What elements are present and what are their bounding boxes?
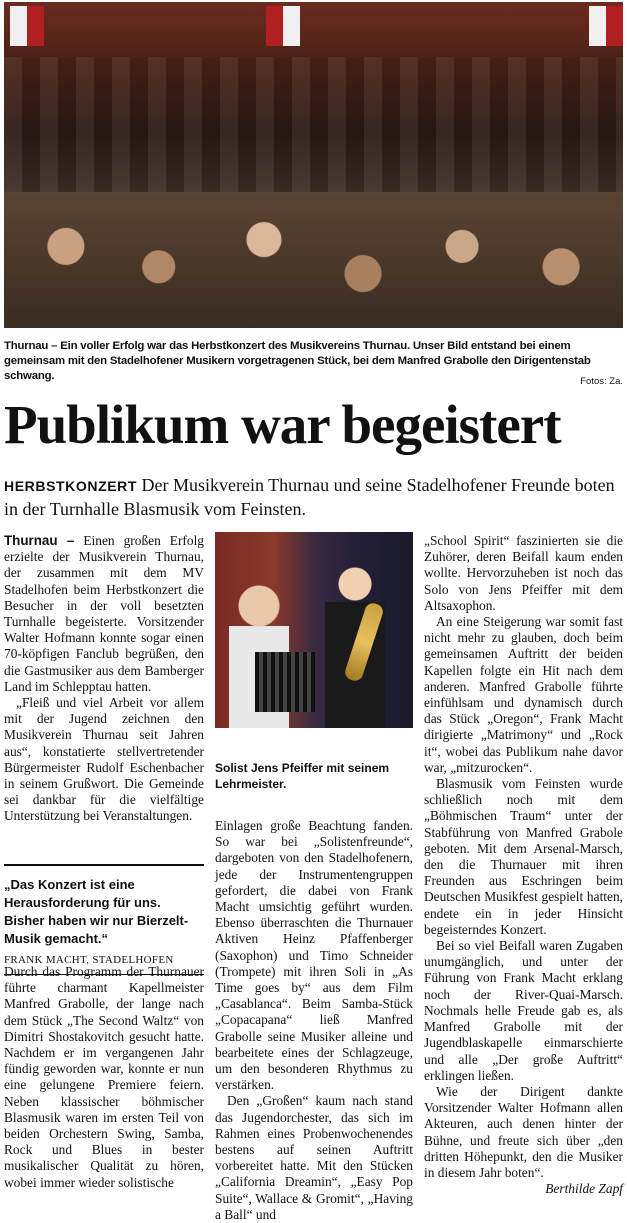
paragraph: Blasmusik vom Feinsten wurde schließlich noch mit dem „Böhmischen Traum“ unter der Stabführung von Manfred Grabole geboten. Mit dem Arsenal-Marsch, den die Thurnauer mit ihren Freunden aus Eschringen beim Deutschen Musikfest gespielt hatten, endete ein in jeder Hinsicht begeisterndes Konzert. [424, 776, 623, 937]
flag-left [10, 6, 44, 46]
subheadline [4, 474, 623, 521]
flag-center [266, 6, 300, 46]
flag-right [589, 6, 623, 46]
subhead-text: Der Musikverein Thurnau und seine Stadelhofener Freunde boten in der Turnhalle Blasmusik vom Feinsten. [4, 475, 615, 519]
author-signature: Berthilde Zapf [545, 1181, 623, 1197]
photo-caption-soloist: Solist Jens Pfeiffer mit seinem Lehrmeister. [215, 761, 390, 791]
orchestra-stage [4, 57, 623, 207]
article-column-3 [424, 533, 623, 1197]
pull-quote [4, 864, 204, 975]
paragraph: An eine Steigerung war somit fast nicht mehr zu glauben, doch beim gemeinsamen Auftritt der beiden Kapellen folgte ein Hit nach dem anderen. Manfred Grabolle führte einfühlsam und dynamisch durch das Stück „Oregon“, Frank Macht dirigierte „Matrimony“ und „Rock it“, wobei das Publikum nahe davor war, „mitzurocken“. [424, 614, 623, 775]
quote-text: „Das Konzert ist eine Herausforderung für uns. Bisher haben wir nur Bierzelt-Musik gemacht.“ [4, 877, 189, 946]
paragraph: Bei so viel Beifall waren Zugaben unumgänglich, und unter der Führung von Frank Macht erklang noch der River-Quai-Marsch. Nochmals helle Freude gab es, als Manfred Grabolle mit der Jugendblaskapelle einmarschierte und alle „Der große Auftritt“ erklingen ließen. [424, 938, 623, 1083]
photo-credit: Fotos: Za. [580, 376, 623, 387]
article-column-1-lower [4, 964, 204, 1191]
article-column-1 [4, 533, 204, 825]
dateline: Thurnau – [4, 533, 75, 548]
concert-photo [4, 2, 623, 328]
headline: Publikum war begeistert [4, 394, 561, 455]
photo-caption: Thurnau – Ein voller Erfolg war das Herbstkonzert des Musikvereins Thurnau. Unser Bild entstand bei einem gemeinsam mit den Stadelhofener Musikern vorgetragenen Stück, bei dem Manfred Grabolle den Dirigentenstab schwang. [4, 340, 591, 382]
paragraph: Wie der Dirigent dankte Vorsitzender Walter Hofmann allen Akteuren, auch denen hinter der Bühne, und freute sich über „den dritten Höhepunkt, den die Musiker in diesem Jahr boten“. Berthilde Zapf [424, 1083, 623, 1197]
soloist-photo [215, 532, 413, 728]
paragraph: Durch das Programm der Thurnauer führte charmant Kapellmeister Manfred Grabolle, der lange nach dem Stück „The Second Waltz“ von Dimitri Shostakovitch gesucht hatte. Nachdem er im vergangenen Jahr fündig geworden war, konnte er nun eine gelungene Premiere feiern. Neben klassischer böhmischer Blasmusik waren im ersten Teil von beiden Orchestern Swing, Samba, Rock und Blues in bester musikalischer Qualität zu hören, wobei immer wieder solistische [4, 964, 204, 1190]
paragraph: „School Spirit“ faszinierten sie die Zuhörer, deren Beifall kaum enden wollte. Hervorzuheben ist noch das Solo von Jens Pfeiffer mit dem Altsaxophon. [424, 533, 623, 613]
paragraph: Den „Großen“ kaum nach stand das Jugendorchester, das sich im Rahmen eines Probenwochenendes bestens auf seinen Auftritt vorbereitet hatte. Mit den Stücken „California Dreamin“, „Easy Pop Suite“, Wallace & Gromit“, „Having a Ball“ und [215, 1093, 413, 1222]
audience [4, 192, 623, 328]
paragraph: Thurnau – Einen großen Erfolg erzielte der Musikverein Thurnau, der zusammen mit dem MV Stadelhofen beim Herbstkonzert die Besucher in der voll besetzten Turnhalle begeisterte. Vorsitzender Walter Hofmann konnte sogar einen 70-köpfigen Fanclub begrüßen, den die Gastmusiker aus dem Bamberger Land im Schlepptau hatten. [4, 533, 204, 694]
accordion [255, 652, 315, 712]
paragraph: „Fleiß und viel Arbeit vor allem mit der Jugend zeichnen den Musikverein Thurnau seit Jahren aus“, konstatierte stellvertretender Bürgermeister Rudolf Eschenbacher in seinem Grußwort. Die Gemeinde sei dankbar für die vielfältige Unterstützung bei Veranstaltungen. [4, 695, 204, 824]
paragraph: Einlagen große Beachtung fanden. So war bei „Solistenfreunde“, dargeboten von den Stadelhofenern, jede der Instrumentengruppen gefordert, die dabei von Frank Macht umsichtig geführt wurden. Ebenso überraschten die Thurnauer Aktiven Heinz Pfaffenberger (Saxophon) und Timo Schneider (Trompete) mit ihren Soli in „As Time goes by“ aus dem Film „Casablanca“. Beim Samba-Stück „Copacapana“ ließ Manfred Grabolle seine Musiker alleine und bearbeitete eines der Schlagzeuge, um den besonderen Rhythmus zu verstärken. [215, 818, 413, 1093]
quote-author: FRANK MACHT, STADELHOFEN [4, 954, 174, 966]
kicker: HERBSTKONZERT [4, 478, 138, 494]
article-column-2 [215, 818, 413, 1223]
